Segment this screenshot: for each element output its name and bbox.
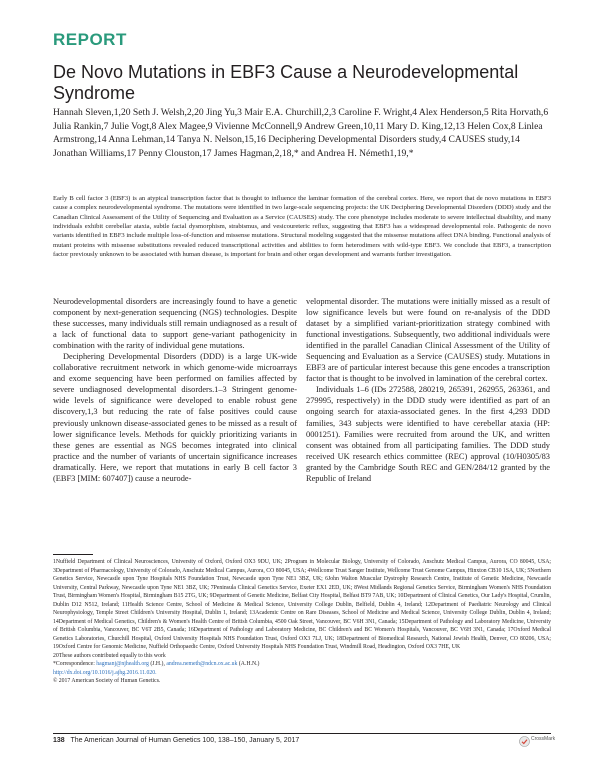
- equal-contribution-note: 20These authors contributed equally to this work: [53, 652, 166, 659]
- crossmark-icon: [519, 736, 530, 747]
- page-footer: [53, 737, 299, 744]
- footnote-divider: [53, 554, 93, 555]
- body-paragraph: Deciphering Developmental Disorders (DDD) is a large UK-wide collaborative recruitment network in which genome-wide microarrays and exome sequencing have been performed on families affected by severe undiagnosed developmental disorders.1–3 Stringent genome-wide levels of significance were developed to enable robust gene discovery,1,3 but reducing the rate of false positives could cause previously unknown disease-associated genes to be missed as a result of lower significance levels. Methods for quickly prioritizing variants in these genes are essential as NGS becomes integrated into clinical practice and the number of variants of uncertain significance increases dramatically. Here, we report that mutations in early B cell factor 3 (EBF3 [MIM: 607407]) cause a neurode-: [53, 352, 297, 483]
- crossmark-badge[interactable]: [519, 734, 556, 746]
- copyright: © 2017 American Society of Human Genetics.: [53, 678, 161, 684]
- footer-divider: [53, 733, 551, 734]
- article-title: De Novo Mutations in EBF3 Cause a Neurodevelopmental Syndrome: [53, 62, 519, 103]
- correspondence-initials: (A.H.N.): [237, 661, 260, 667]
- body-paragraph: Neurodevelopmental disorders are increasingly found to have a genetic component by next-generation sequencing (NGS) technologies. Despite these successes, many individuals still remain undiagnosed as a result of a lack of functional data to support gene-variant pathogenicity in combination with the rarity of individual gene mutations.: [53, 297, 297, 351]
- section-label: REPORT: [53, 30, 127, 49]
- doi-link[interactable]: http://dx.doi.org/10.1016/j.ajhg.2016.11.020.: [53, 669, 157, 676]
- body-column-left: [53, 296, 297, 484]
- correspondence-initials: (J.H.),: [148, 661, 167, 667]
- journal-citation: The American Journal of Human Genetics 100, 138–150, January 5, 2017: [70, 737, 300, 744]
- body-paragraph: Individuals 1–6 (IDs 272588, 280219, 265391, 262955, 263361, and 279995, respectively) in the DDD study were identified as part of an ongoing search for ataxia-associated genes. In the first 4,293 DDD families, 343 subjects were identified to have cerebellar ataxia (HP: 0001251). Families were recruited from around the UK, and written consent was obtained from all participating families. The DDD study received UK research ethics committee (REC) approval (10/H0305/83 granted by the Cambridge South REC and GEN/284/12 granted by the Republic of Ireland: [306, 385, 550, 483]
- email-link-nemeth[interactable]: andrea.nemeth@ndcn.ox.ac.uk: [166, 661, 238, 667]
- affiliations: 1Nuffield Department of Clinical Neurosciences, University of Oxford, Oxford OX3 9DU, UK; 2Program in Molecular Biology, University of Colorado, Anschutz Medical Campus, Aurora, CO 80045, USA; 3Department of Pharmacology, University of Colorado, Anschutz Medical Campus, Aurora, CO 80045, USA; 4Wellcome Trust Sanger Institute, Wellcome Trust Genome Campus, Hinxton CB10 1SA, UK; 5Northern Genetics Service, Newcastle upon Tyne Hospitals NHS Foundation Trust, Newcastle upon Tyne NE1 3BZ, UK; 6John Walton Muscular Dystrophy Research Centre, Institute of Genetic Medicine, Newcastle University, Central Parkway, Newcastle upon Tyne NE1 3BZ, UK; 7Peninsula Clinical Genetics Service, Exeter EX1 2ED, UK; 8West Midlands Regional Genetics Service, Birmingham Women's NHS Foundation Trust, Birmingham Women's Hospital, Birmingham B15 2TG, UK; 9Department of Genetic Medicine, Belfast City Hospital, Belfast BT9 7AB, UK; 10Department of Clinical Genetics, Our Lady's Hospital, Crumlin, Dublin D12 N512, Ireland; 11Health Science Centre, School of Medicine & Medical Science, University College Dublin, Belfield, Dublin 4, Ireland; 12Department of Paediatric Neurology and Clinical Neurophysiology, Temple Street Children's University Hospital, Dublin 1, Ireland; 13Academic Centre on Rare Diseases, School of Medicine and Medical Science, University College Dublin, Dublin 4, Ireland; 14Department of Medical Genetics, Children's & Women's Health Centre of British Columbia, 4500 Oak Street, Vancouver, BC V6H 3N1, Canada; 15Department of Pathology and Laboratory Medicine, University of British Columbia, Vancouver, BC V6T 2B5, Canada; 16Department of Pathology and Laboratory Medicine, BC Children's and BC Women's Hospitals, Vancouver, BC V6H 3N1, Canada; 17Oxford Medical Genetics Laboratories, Churchill Hospital, Oxford University Hospitals NHS Foundation Trust, Oxford OX3 7LJ, UK; 18Department of Biomedical Research, National Jewish Health, Denver, CO 80206, USA; 19Oxford Centre for Genomic Medicine, Nuffield Orthopaedic Centre, Oxford University Hospitals NHS Foundation Trust, Windmill Road, Headington, Oxford OX3 7HE, UK: [53, 559, 551, 650]
- correspondence-label: *Correspondence:: [53, 661, 97, 667]
- page-number: 138: [53, 737, 65, 744]
- body-paragraph: velopmental disorder. The mutations were initially missed as a result of low significance levels but were found on re-analysis of the DDD dataset by a simplified variant-prioritization strategy combined with functional investigations. Subsequently, two additional individuals were identified in the parallel Canadian Clinical Assessment of the Utility of Sequencing and Evaluation as a Service (CAUSES) study. Mutations in EBF3 are of particular interest because this gene encodes a transcription factor that is thought to be involved in lamination of the cerebral cortex.: [306, 297, 550, 384]
- abstract: Early B cell factor 3 (EBF3) is an atypical transcription factor that is thought to influence the laminar formation of the cerebral cortex. Here, we report that de novo mutations in EBF3 cause a complex neurodevelopmental syndrome. The mutations were identified in two large-scale sequencing projects: the UK Deciphering Developmental Disorders (DDD) study and the Canadian Clinical Assessment of the Utility of Sequencing and Evaluation as a Service (CAUSES) study. The core phenotype includes moderate to severe intellectual disability, and many individuals exhibit cerebellar ataxia, subtle facial dysmorphism, strabismus, and vesicoureteric reflux, suggesting that EBF3 has a widespread developmental role. Pathogenic de novo variants identified in EBF3 include multiple loss-of-function and missense mutations. Structural modeling suggested that the missense mutations affect DNA binding. Functional analysis of mutant proteins with missense substitutions revealed reduced transcriptional activities and abilities to form heterodimers with wild-type EBF3. We conclude that EBF3, a transcription factor previously unknown to be associated with human disease, is important for brain and other organ development and warrants further investigation.: [53, 195, 551, 259]
- footnotes: [53, 558, 551, 686]
- body-column-right: [306, 296, 550, 484]
- crossmark-label: CrossMark: [531, 736, 556, 742]
- correspondence: [53, 660, 551, 669]
- email-link-hagman[interactable]: hagmanj@njhealth.org: [96, 661, 149, 667]
- author-list: Hannah Sleven,1,20 Seth J. Welsh,2,20 Jing Yu,3 Mair E.A. Churchill,2,3 Caroline F. Wright,4 Alex Henderson,5 Rita Horvath,6 Julia Rankin,7 Julie Vogt,8 Alex Magee,9 Vivienne McConnell,9 Andrew Green,10,11 Mary D. King,12,13 Helen Cox,8 Linlea Armstrong,14 Anna Lehman,14 Tanya N. Nelson,15,16 Deciphering Developmental Disorders study,4 CAUSES study,14 Jonathan Williams,17 Penny Clouston,17 James Hagman,2,18,* and Andrea H. Németh1,19,*: [53, 107, 549, 159]
